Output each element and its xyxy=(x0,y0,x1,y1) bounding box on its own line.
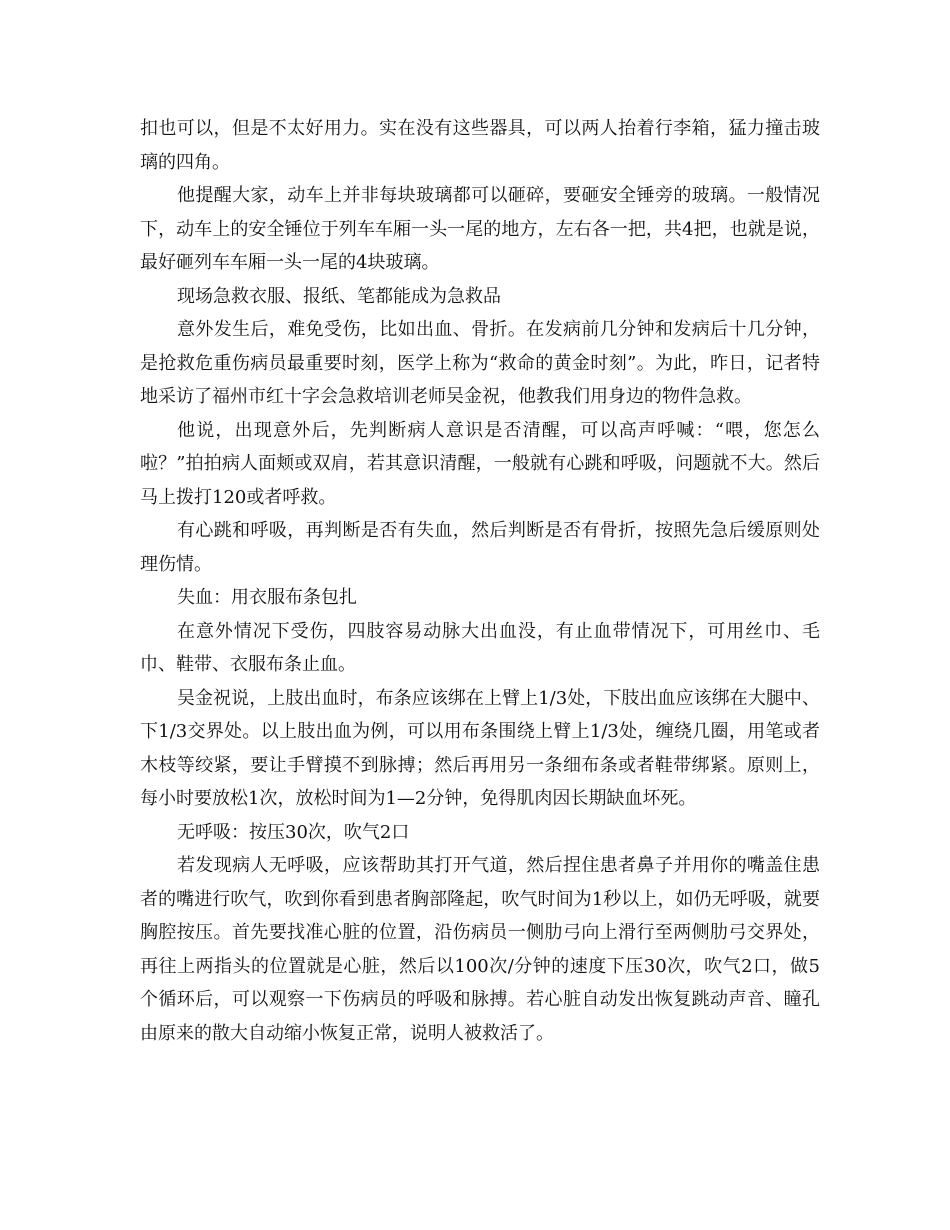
paragraph-check-consciousness: 他说，出现意外后，先判断病人意识是否清醒，可以高声呼喊：“喂，您怎么啦？”拍拍病人面颊或双肩，若其意识清醒，一般就有心跳和呼吸，问题就不大。然后马上拨打120或者呼救。 xyxy=(140,419,820,508)
section-heading-bleeding: 失血：用衣服布条包扎 xyxy=(177,587,357,608)
paragraph-assess-injuries: 有心跳和呼吸，再判断是否有失血，然后判断是否有骨折，按照先急后缓原则处理伤情。 xyxy=(140,520,820,575)
paragraph-tourniquet-items: 在意外情况下受伤，四肢容易动脉大出血没，有止血带情况下，可用丝巾、毛巾、鞋带、衣服布条止血。 xyxy=(140,620,820,675)
paragraph-safety-hammer: 他提醒大家，动车上并非每块玻璃都可以砸碎，要砸安全锤旁的玻璃。一般情况下，动车上的安全锤位于列车车厢一头一尾的地方，左右各一把，共4把，也就是说，最好砸列车车厢一头一尾的4块玻璃。 xyxy=(140,185,820,273)
paragraph-tourniquet-method: 吴金祝说，上肢出血时，布条应该绑在上臂上1/3处，下肢出血应该绑在大腿中、下1/3交界处。以上肢出血为例，可以用布条围绕上臂上1/3处，缠绕几圈，用笔或者木枝等绞紧，要让手臂摸不到脉搏；然后再用另一条细布条或者鞋带绑紧。原则上，每小时要放松1次，放松时间为1—2分钟，免得肌肉因长期缺血坏死。 xyxy=(140,687,820,809)
paragraph-continuation: 扣也可以，但是不太好用力。实在没有这些器具，可以两人抬着行李箱，猛力撞击玻璃的四角。 xyxy=(140,118,820,173)
section-heading-no-breathing: 无呼吸：按压30次，吹气2口 xyxy=(177,821,410,843)
document-page xyxy=(140,112,820,1050)
paragraph-golden-time: 意外发生后，难免受伤，比如出血、骨折。在发病前几分钟和发病后十几分钟，是抢救危重伤病员最重要时刻，医学上称为“救命的黄金时刻”。为此，昨日，记者特地采访了福州市红十字会急救培训老师吴金祝，他教我们用身边的物件急救。 xyxy=(140,319,820,407)
section-heading-first-aid: 现场急救衣服、报纸、笔都能成为急救品 xyxy=(177,285,501,307)
paragraph-cpr-method: 若发现病人无呼吸，应该帮助其打开气道，然后捏住患者鼻子并用你的嘴盖住患者的嘴进行吹气，吹到你看到患者胸部隆起，吹气时间为1秒以上，如仍无呼吸，就要胸腔按压。首先要找准心脏的位置，沿伤病员一侧肋弓向上滑行至两侧肋弓交界处，再往上两指头的位置就是心脏，然后以100次/分钟的速度下压30次，吹气2口，做5个循环后，可以观察一下伤病员的呼吸和脉搏。若心脏自动发出恢复跳动声音、瞳孔由原来的散大自动缩小恢复正常，说明人被救活了。 xyxy=(140,855,820,1044)
